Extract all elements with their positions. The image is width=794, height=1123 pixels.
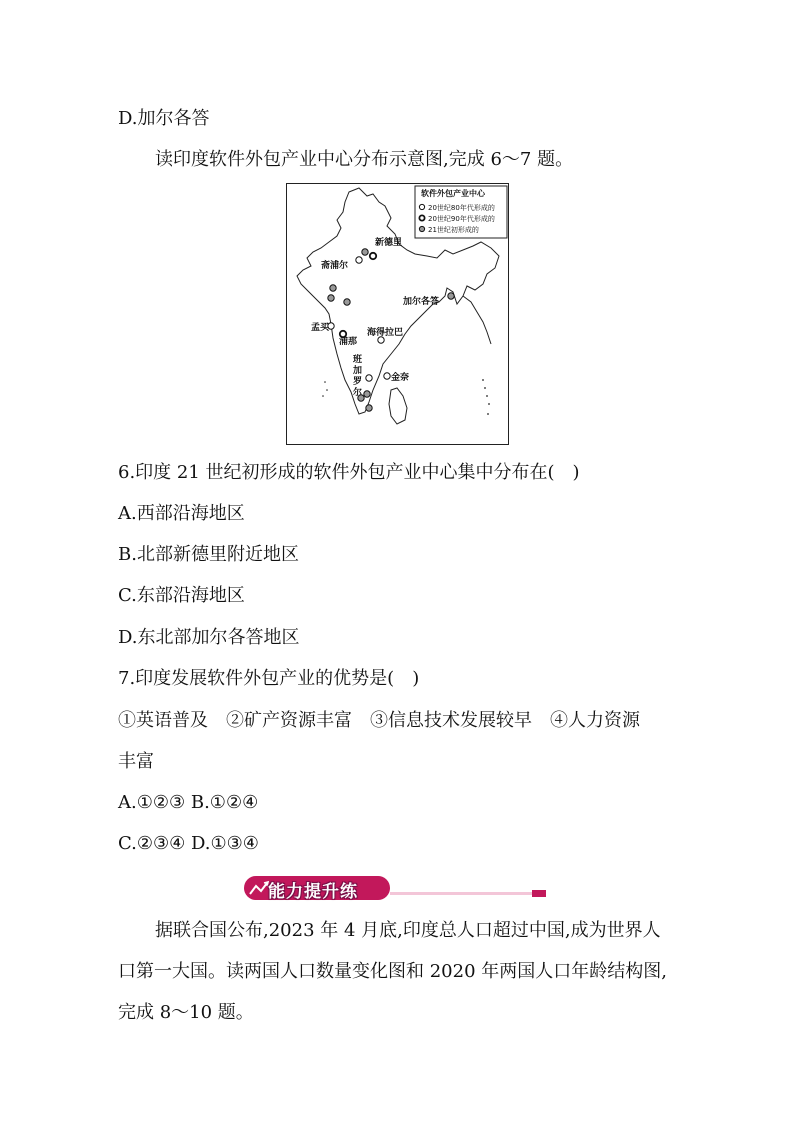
intro-8-10-line3: 完成 8～10 题。 [118, 1002, 254, 1023]
q6-option-c: C.东部沿海地区 [118, 585, 245, 606]
intro-6-7: 读印度软件外包产业中心分布示意图,完成 6～7 题。 [155, 149, 574, 170]
chennai-marker [384, 373, 390, 379]
new-delhi-21c-marker [362, 249, 368, 255]
legend-21c-symbol [419, 226, 424, 231]
q7-options-line2: C.②③④ D.①③④ [118, 833, 259, 854]
svg-text:罗: 罗 [353, 377, 363, 387]
svg-text:班: 班 [353, 355, 363, 365]
label-bangalore [352, 353, 363, 398]
banner-rule-end [532, 890, 546, 897]
label-new-delhi: 新德里 [375, 238, 403, 248]
india-software-outsourcing-map [286, 183, 509, 445]
q6-option-a: A.西部沿海地区 [118, 503, 245, 524]
svg-text:尔: 尔 [353, 388, 363, 398]
q7-statements-line2: 丰富 [118, 751, 154, 772]
q6-option-d: D.东北部加尔各答地区 [118, 627, 300, 648]
label-chennai: 金奈 [391, 373, 410, 383]
lakshadweep-islands [322, 381, 328, 397]
q6-stem: 6.印度 21 世纪初形成的软件外包产业中心集中分布在( ) [118, 462, 580, 483]
legend-title: 软件外包产业中心 [421, 189, 485, 198]
q5-option-d: D.加尔各答 [118, 108, 210, 129]
legend-21c-label: 21世纪初形成的 [428, 226, 479, 234]
intro-8-10-line2: 口第一大国。读两国人口数量变化图和 2020 年两国人口年龄结构图, [118, 961, 667, 982]
ahmedabad-marker [344, 299, 350, 305]
gujarat-marker [328, 295, 334, 301]
jaipur-marker [330, 285, 336, 291]
label-mumbai: 孟买 [311, 323, 330, 333]
label-chandigarh: 斋浦尔 [321, 261, 349, 271]
legend-80s-label: 20世纪80年代形成的 [428, 204, 495, 212]
intro-8-10-line1: 据联合国公布,2023 年 4 月底,印度总人口超过中国,成为世界人 [155, 920, 661, 941]
legend-90s-symbol [419, 215, 424, 220]
svg-text:加: 加 [353, 366, 363, 376]
legend-80s-symbol [419, 204, 424, 209]
q7-statements-line1: ①英语普及 ②矿产资源丰富 ③信息技术发展较早 ④人力资源 [118, 710, 640, 731]
india-map-svg [287, 184, 510, 446]
legend-90s-label: 20世纪90年代形成的 [428, 215, 495, 223]
banner-rule [390, 892, 540, 895]
banner-title: 能力提升练 [268, 882, 358, 902]
label-hyderabad: 海得拉巴 [367, 328, 404, 338]
q7-options-line1: A.①②③ B.①②④ [118, 792, 259, 813]
madurai-marker [366, 405, 372, 411]
bangalore-marker [366, 375, 372, 381]
label-kolkata: 加尔各答 [403, 297, 440, 307]
section-banner [240, 874, 560, 904]
sri-lanka-outline [389, 388, 407, 424]
label-pune: 浦那 [339, 337, 358, 347]
kolkata-marker [448, 293, 454, 299]
q7-stem: 7.印度发展软件外包产业的优势是( ) [118, 668, 420, 689]
q6-option-b: B.北部新德里附近地区 [118, 544, 299, 565]
new-delhi-90s-marker [370, 253, 376, 259]
coimbatore-marker [364, 391, 370, 397]
andaman-islands [482, 379, 490, 415]
northeast-outline [463, 296, 491, 344]
chandigarh-marker [356, 257, 362, 263]
